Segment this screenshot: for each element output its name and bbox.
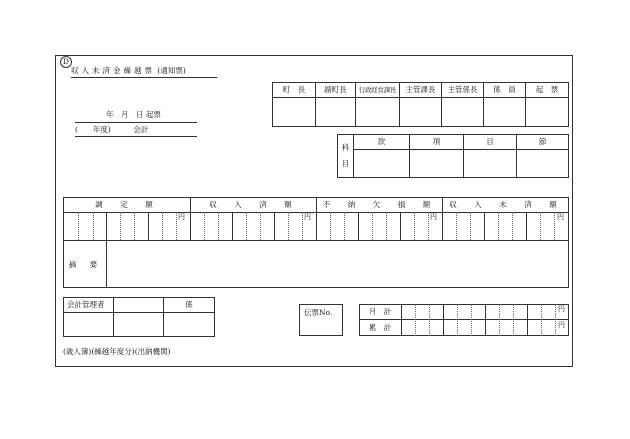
stamp-cell[interactable] [273, 98, 316, 127]
subject-input-moku[interactable] [464, 150, 517, 178]
digit-line [555, 304, 556, 336]
digit-line [288, 212, 289, 240]
digit-line-major [358, 212, 359, 240]
digit-line [162, 212, 163, 240]
stamp-cell[interactable] [316, 98, 356, 127]
digit-line-major [485, 304, 486, 336]
digit-line-major [443, 304, 444, 336]
digit-line [554, 212, 555, 240]
digit-line [541, 304, 542, 336]
subject-input-kou[interactable] [410, 150, 464, 178]
accounting-table [63, 297, 215, 337]
header-shunyu-mizumi: 収 入 未 済 額 [449, 200, 562, 209]
subject-header-kan: 款 [354, 135, 410, 150]
digit-line [471, 304, 472, 336]
yen-label: 円 [557, 213, 564, 221]
title-block [71, 67, 217, 77]
manager-stamp-2[interactable] [114, 313, 164, 337]
header-chotei: 調 定 額 [95, 200, 158, 209]
month-total-label: 月 計 [368, 307, 392, 316]
totals-row-divider [359, 319, 569, 320]
header-shunyu-zumi: 収 入 済 額 [209, 200, 297, 209]
subject-input-setsu[interactable] [517, 150, 569, 178]
digit-line-major [484, 212, 485, 240]
header-funo-kesson: 不 納 欠 損 額 [322, 200, 436, 209]
fiscal-line: ( 年度) 会計 [75, 125, 149, 134]
yen-label: 円 [304, 213, 311, 221]
digit-line-major [148, 212, 149, 240]
subject-side-char-1: 科 [341, 143, 350, 152]
fiscal-underline [75, 136, 197, 137]
summary-label: 摘 要 [68, 260, 101, 269]
footer-text: (歳入簿)(繰越年度分)(出納機関) [63, 347, 171, 356]
approval-label: 起 票 [526, 83, 569, 98]
digit-line [429, 304, 430, 336]
approval-label: 主管課長 [400, 83, 442, 98]
digit-line [176, 212, 177, 240]
digit-line [499, 304, 500, 336]
subject-header-kou: 項 [410, 135, 464, 150]
yen-label: 円 [558, 321, 565, 329]
digit-line [218, 212, 219, 240]
cumulative-total-label: 累 計 [368, 323, 392, 332]
approval-label: 係 員 [484, 83, 526, 98]
yen-label: 円 [558, 305, 565, 313]
digit-line [93, 212, 94, 240]
date-underline [75, 122, 197, 123]
digit-line-major [106, 212, 107, 240]
manager-stamp[interactable] [64, 313, 114, 337]
digit-line [330, 212, 331, 240]
yen-label: 円 [430, 213, 437, 221]
stamp-cell[interactable] [526, 98, 569, 127]
circle-d-mark: D [60, 56, 72, 68]
digit-line [260, 212, 261, 240]
form-title-sub: (通知票) [157, 66, 186, 75]
approval-label: 主管係長 [442, 83, 484, 98]
summary-input[interactable] [107, 241, 568, 287]
stamp-cell[interactable] [356, 98, 400, 127]
digit-line [302, 212, 303, 240]
digit-line [120, 212, 121, 240]
subject-side-label [338, 135, 354, 178]
voucher-table [299, 304, 343, 336]
digit-line [540, 212, 541, 240]
subject-header-setsu: 節 [517, 135, 569, 150]
subject-side-char-2: 目 [341, 159, 350, 168]
stamp-cell[interactable] [442, 98, 484, 127]
digit-line [246, 212, 247, 240]
subject-header-moku: 目 [464, 135, 517, 150]
digit-line [414, 212, 415, 240]
digit-line [513, 304, 514, 336]
digit-line [457, 304, 458, 336]
stamp-cell[interactable] [400, 98, 442, 127]
approval-table [272, 82, 569, 127]
subject-input-kan[interactable] [354, 150, 410, 178]
account-subject-table [337, 134, 569, 178]
date-line: 年 月 日 起票 [106, 110, 161, 119]
digit-line-major [274, 212, 275, 240]
form-title: 収入未済金繰越票 [71, 66, 155, 75]
accounting-header-divider [113, 297, 114, 312]
digit-line [372, 212, 373, 240]
title-underline [71, 77, 217, 78]
clerk-label: 係 [164, 298, 215, 313]
digit-line-major [526, 212, 527, 240]
digit-line [470, 212, 471, 240]
digit-line [134, 212, 135, 240]
digit-line [498, 212, 499, 240]
stamp-cell[interactable] [484, 98, 526, 127]
digit-line [204, 212, 205, 240]
digit-line [386, 212, 387, 240]
voucher-label: 伝票No. [300, 305, 343, 336]
yen-label: 円 [178, 213, 185, 221]
digit-line-major [400, 212, 401, 240]
digit-line [415, 304, 416, 336]
digit-line [512, 212, 513, 240]
approval-label: 町 長 [273, 83, 316, 98]
clerk-stamp[interactable] [164, 313, 215, 337]
approval-label: 行政経営課長 [356, 83, 400, 98]
totals-label-divider [401, 304, 402, 336]
manager-label: 会計管理者 [64, 298, 164, 313]
approval-label: 副町長 [316, 83, 356, 98]
digit-line-major [232, 212, 233, 240]
digit-line [456, 212, 457, 240]
digit-line [78, 212, 79, 240]
digit-line [344, 212, 345, 240]
digit-line-major [527, 304, 528, 336]
digit-line [428, 212, 429, 240]
